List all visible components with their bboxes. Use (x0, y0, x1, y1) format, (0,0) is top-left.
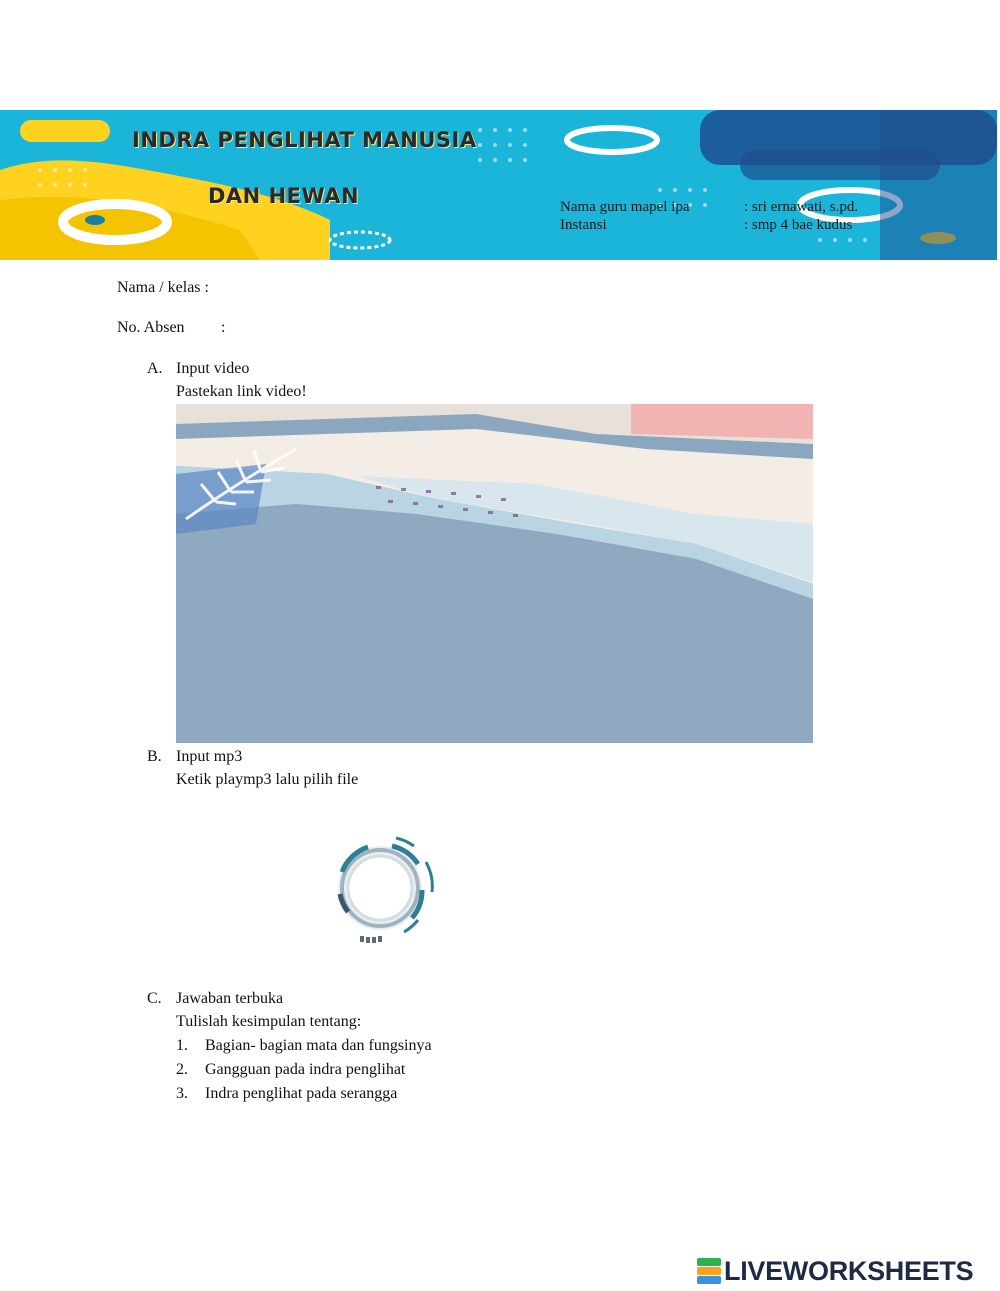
section-c-title: Jawaban terbuka (176, 990, 284, 1007)
section-c-instruction: Tulislah kesimpulan tentang: (176, 1013, 362, 1030)
section-a-instruction: Pastekan link video! (176, 383, 307, 400)
section-a-letter: A. (147, 360, 163, 377)
nama-kelas-field (117, 279, 209, 297)
teacher-value: : sri ernawati, s.pd. (744, 199, 859, 215)
list-item-text: Indra penglihat pada serangga (205, 1085, 398, 1102)
section-a-title: Input video (176, 360, 250, 377)
liveworksheets-wordmark: LIVEWORKSHEETS (724, 1255, 974, 1286)
worksheet-title-line1: INDRA PENGLIHAT MANUSIA (132, 128, 477, 152)
list-item-text: Gangguan pada indra penglihat (205, 1061, 406, 1078)
audio-ring-icon (322, 832, 442, 947)
no-absen-field (117, 319, 226, 337)
nama-kelas-label: Nama / kelas : (117, 279, 209, 296)
liveworksheets-logo[interactable] (697, 1255, 993, 1287)
video-placeholder-image (176, 404, 813, 743)
video-input-area[interactable] (176, 404, 813, 743)
list-item-text: Bagian- bagian mata dan fungsinya (205, 1037, 432, 1054)
list-item-number: 2. (176, 1061, 188, 1078)
section-b-letter: B. (147, 748, 162, 765)
logo-block-blue (697, 1276, 721, 1284)
liveworksheets-logo-icon (697, 1258, 721, 1284)
institution-label: Instansi (560, 217, 607, 233)
section-c-letter: C. (147, 990, 162, 1007)
institution-value: : smp 4 bae kudus (744, 217, 853, 233)
audio-play-button[interactable] (322, 832, 442, 947)
no-absen-label: No. Absen (117, 319, 185, 336)
header-banner (0, 110, 997, 260)
logo-block-orange (697, 1267, 721, 1275)
institution-row (560, 217, 960, 235)
worksheet-title-line2: DAN HEWAN (208, 184, 360, 208)
section-b-title: Input mp3 (176, 748, 243, 765)
teacher-row (560, 199, 960, 217)
list-item-number: 3. (176, 1085, 188, 1102)
list-item-number: 1. (176, 1037, 188, 1054)
section-b-instruction: Ketik playmp3 lalu pilih file (176, 771, 359, 788)
teacher-label: Nama guru mapel ipa (560, 199, 690, 215)
logo-block-green (697, 1258, 721, 1266)
no-absen-colon: : (221, 319, 226, 336)
